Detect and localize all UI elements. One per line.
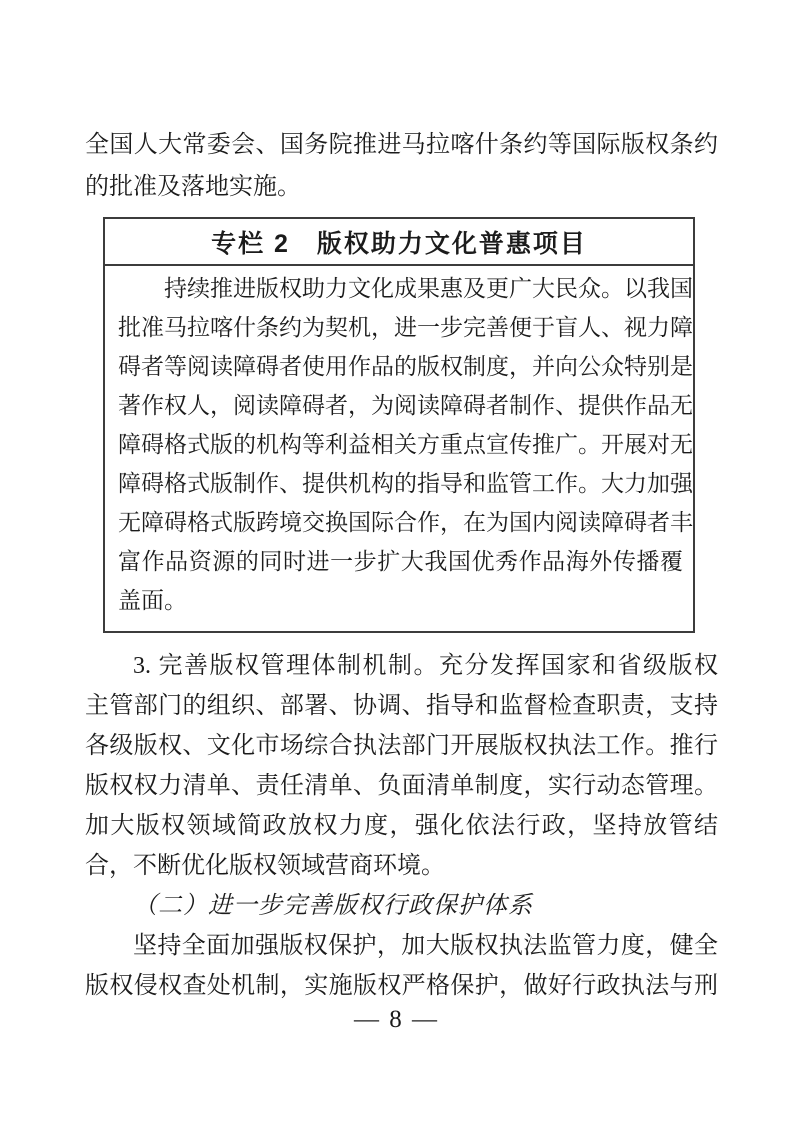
text-line: 版权侵权查处机制，实施版权严格保护，做好行政执法与刑	[85, 973, 718, 999]
text-line: 障碍格式版的机构等利益相关方重点宣传推广。开展对无	[118, 432, 693, 457]
text-line: 盖面。	[118, 588, 187, 613]
callout-box-column2	[103, 217, 695, 633]
section-heading-2: （二）进一步完善版权行政保护体系	[133, 893, 533, 919]
page-number-footer	[0, 1006, 793, 1034]
text-line: 版权权力清单、责任清单、负面清单制度，实行动态管理。	[85, 773, 718, 799]
paragraph-intro	[85, 124, 718, 208]
text-line: 各级版权、文化市场综合执法部门开展版权执法工作。推行	[85, 733, 718, 759]
text-line: 坚持全面加强版权保护，加大版权执法监管力度，健全	[133, 933, 718, 959]
text-line: 无障碍格式版跨境交换国际合作，在为国内阅读障碍者丰	[118, 510, 693, 535]
text-line: 3. 完善版权管理体制机制。充分发挥国家和省级版权	[133, 653, 718, 679]
text-line: 持续推进版权助力文化成果惠及更广大民众。以我国	[164, 276, 693, 301]
paragraph-section-2	[85, 926, 718, 1006]
text-line: 著作权人，阅读障碍者，为阅读障碍者制作、提供作品无	[118, 393, 693, 418]
text-line: 障碍格式版制作、提供机构的指导和监管工作。大力加强	[118, 471, 693, 496]
text-line: 合，不断优化版权领域营商环境。	[85, 853, 445, 879]
text-line: 主管部门的组织、部署、协调、指导和监督检查职责，支持	[85, 693, 718, 719]
text-line: 碍者等阅读障碍者使用作品的版权制度，并向公众特别是	[118, 354, 693, 379]
text-line: 全国人大常委会、国务院推进马拉喀什条约等国际版权条约	[85, 132, 718, 158]
callout-box-body	[105, 266, 693, 631]
paragraph-item-3	[85, 646, 718, 886]
text-line: 批准马拉喀什条约为契机，进一步完善便于盲人、视力障	[118, 315, 693, 340]
text-line: 加大版权领域简政放权力度，强化依法行政，坚持放管结	[85, 813, 718, 839]
text-line: 富作品资源的同时进一步扩大我国优秀作品海外传播覆	[118, 549, 683, 574]
text-line: 的批准及落地实施。	[85, 174, 301, 200]
callout-box-title: 专栏 2 版权助力文化普惠项目	[105, 219, 693, 266]
page-number: — 8 —	[354, 1006, 439, 1033]
